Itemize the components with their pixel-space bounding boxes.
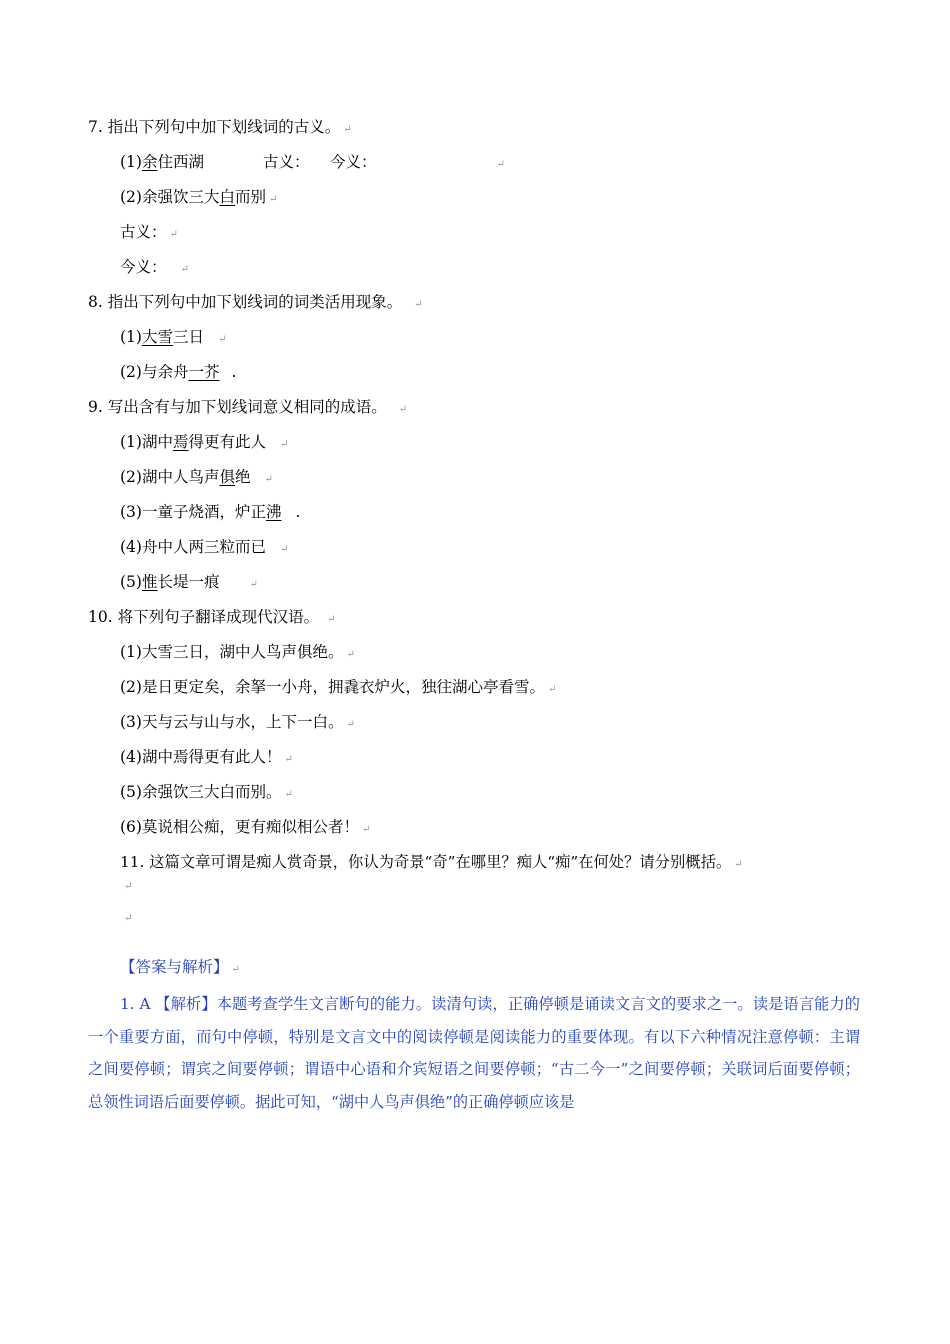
q9-title: 9. 写出含有与加下划线词意义相同的成语。 ↵: [88, 398, 408, 416]
q10-item-2: (2)是日更定矣，余拏一小舟，拥毳衣炉火，独往湖心亭看雪。 ↵: [120, 678, 557, 696]
q11-title: 11. 这篇文章可谓是痴人赏奇景，你认为奇景“奇”在哪里？痴人“痴”在何处？请分别概括。 ↵: [120, 853, 743, 871]
q8-title: 8. 指出下列句中加下划线词的词类活用现象。 ↵: [88, 293, 423, 311]
paragraph-mark: ↵: [124, 881, 133, 892]
q9-item-5: (5)惟长堤一痕 ↵: [120, 573, 258, 591]
underlined-word: 焉: [172, 433, 189, 451]
underlined-word: 惟: [141, 573, 158, 591]
paragraph-mark: ↵: [124, 913, 133, 924]
q7-item-2: (2)余强饮三大白而别 ↵: [120, 188, 278, 206]
q9-item-1: (1)湖中焉得更有此人 ↵: [120, 433, 289, 451]
q9-item-2: (2)湖中人鸟声俱绝 ↵: [120, 468, 273, 486]
q8-item-1: (1)大雪三日 ↵: [120, 328, 227, 346]
q10-item-4: (4)湖中焉得更有此人！ ↵: [120, 748, 293, 766]
q7-jin: 今义： ↵: [120, 258, 189, 276]
answer-heading: 【答案与解析】 ↵: [120, 958, 240, 976]
q8-item-2: (2)与余舟一芥 .: [120, 363, 237, 381]
underlined-word: 俱: [219, 468, 235, 486]
q9-item-3: (3)一童子烧酒，炉正沸 .: [120, 503, 301, 521]
underlined-word: 白: [219, 188, 235, 206]
q9-item-4: (4)舟中人两三粒而已 ↵: [120, 538, 289, 556]
underlined-word: 一芥: [188, 363, 220, 381]
answer-explanation: 1. A 【解析】本题考查学生文言断句的能力。读清句读，正确停顿是诵读文言文的要求之一。读是语言能力的一个重要方面，而句中停顿，特别是文言文中的阅读停顿是阅读能力的重要体现。有以下六种情况注意停顿：主谓之间要停顿；谓宾之间要停顿；谓语中心语和介宾短语之间要停顿；“古二今一”之间要停顿；关联词后面要停顿；总领性词语后面要停顿。据此可知，“湖中人鸟声俱绝”的正确停顿应该是: [88, 995, 860, 1111]
underlined-word: 余: [141, 153, 158, 171]
underlined-word: 大雪: [141, 328, 173, 346]
q10-item-1: (1)大雪三日，湖中人鸟声俱绝。 ↵: [120, 643, 355, 661]
q10-item-3: (3)天与云与山与水，上下一白。 ↵: [120, 713, 355, 731]
q10-title: 10. 将下列句子翻译成现代汉语。 ↵: [88, 608, 336, 626]
q7-item-1: (1)余住西湖: [120, 153, 204, 171]
q7-title: 7. 指出下列句中加下划线词的古义。 ↵: [88, 118, 352, 136]
q10-item-5: (5)余强饮三大白而别。 ↵: [120, 783, 293, 801]
q7-item-1-jin: 今义： ↵: [330, 153, 505, 171]
underlined-word: 沸: [265, 503, 282, 521]
q7-item-1-gu: 古义：: [263, 153, 310, 171]
q10-item-6: (6)莫说相公痴，更有痴似相公者！ ↵: [120, 818, 371, 836]
q7-gu: 古义： ↵: [120, 223, 178, 241]
